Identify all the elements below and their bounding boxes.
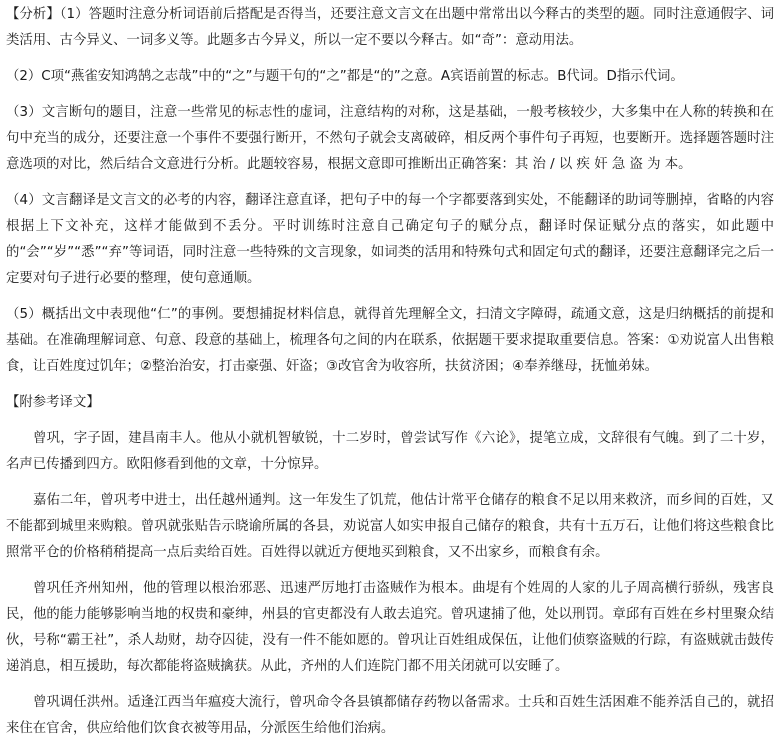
analysis-paragraph-3: （3）文言断句的题目，注意一些常见的标志性的虚词，注意结构的对称，这是基础，一般考核较少，大多集中在人称的转换和在句中充当的成分，还要注意一个事件不要强行断开，不然句子就会支离破碎，相反两个事件句子再短，也要断开。选择题答题时注意选项的对比，然后结合文意进行分析。此题较容易，根据文意即可推断出正确答案：其 治 / 以 疾 奸 急 盗 为 本。 bbox=[6, 105, 774, 172]
translation-paragraph-2: 嘉佑二年，曾巩考中进士，出任越州通判。这一年发生了饥荒，他估计常平仓储存的粮食不足以用来救济，而乡间的百姓，又不能都到城里来购粮。曾巩就张贴告示晓谕所属的各县，劝说富人如实申报自己储存的粮食，共有十五万石，让他们将这些粮食比照常平仓的价格稍稍提高一点后卖给百姓。百姓得以就近方便地买到粮食，又不出家乡，而粮食有余。 bbox=[6, 493, 774, 560]
translation-paragraph-1: 曾巩，字子固，建昌南丰人。他从小就机智敏锐，十二岁时，曾尝试写作《六论》，提笔立成，文辞很有气魄。到了二十岁，名声已传播到四方。欧阳修看到他的文章，十分惊异。 bbox=[6, 431, 774, 472]
translation-paragraph-4: 曾巩调任洪州。适逢江西当年瘟疫大流行，曾巩命令各县镇都储存药物以备需求。士兵和百姓生活困难不能养活自己的，就招来住在官舍，供应给他们饮食衣被等用品，分派医生给他们治病。 bbox=[6, 695, 774, 736]
translation-heading: 【附参考译文】 bbox=[6, 395, 100, 410]
analysis-paragraph-2: （2）C项“燕雀安知鸿鹄之志哉”中的“之”与题干句的“之”都是“的”之意。A宾语前置的标志。B代词。D指示代词。 bbox=[6, 69, 684, 84]
translation-paragraph-3: 曾巩任齐州知州，他的管理以根治邪恶、迅速严厉地打击盗贼作为根本。曲堤有个姓周的人家的儿子周高横行骄纵，残害良民，他的能力能够影响当地的权贵和豪绅，州县的官吏都没有人敢去追究。曾巩逮捕了他，处以刑罚。章邱有百姓在乡村里聚众结伙，号称“霸王社”，杀人劫财，劫夺囚徒，没有一件不能如愿的。曾巩让百姓组成保伍，让他们侦察盗贼的行踪，有盗贼就击鼓传递消息，相互援助，每次都能将盗贼擒获。从此，齐州的人们连院门都不用关闭就可以安睡了。 bbox=[6, 581, 774, 674]
analysis-paragraph-1: 【分析】（1）答题时注意分析词语前后搭配是否得当，还要注意文言文在出题中常常出以今释古的类型的题。同时注意通假字、词类活用、古今异义、一词多义等。此题多古今异义，所以一定不要以今释古。如“奇”：意动用法。 bbox=[6, 7, 774, 48]
analysis-paragraph-4: （4）文言翻译是文言文的必考的内容，翻译注意直译，把句子中的每一个字都要落到实处，不能翻译的助词等删掉，省略的内容根据上下文补充，这样才能做到不丢分。平时训练时注意自己确定句子的赋分点，翻译时保证赋分点的落实，如此题中的“会”“岁”“悉”“弃”等词语，同时注意一些特殊的文言现象，如词类的活用和特殊句式和固定句式的翻译，还要注意翻译完之后一定要对句子进行必要的整理，使句意通顺。 bbox=[6, 193, 774, 286]
analysis-paragraph-5: （5）概括出文中表现他“仁”的事例。要想捕捉材料信息，就得首先理解全文，扫清文字障碍，疏通文意，这是归纳概括的前提和基础。在准确理解词意、句意、段意的基础上，梳理各句之间的内在联系，依据题干要求提取重要信息。答案：①劝说富人出售粮食，让百姓度过饥年；②整治治安，打击豪强、奸盗；③改官舍为收容所，扶贫济困；④奉养继母，抚恤弟妹。 bbox=[6, 307, 774, 374]
